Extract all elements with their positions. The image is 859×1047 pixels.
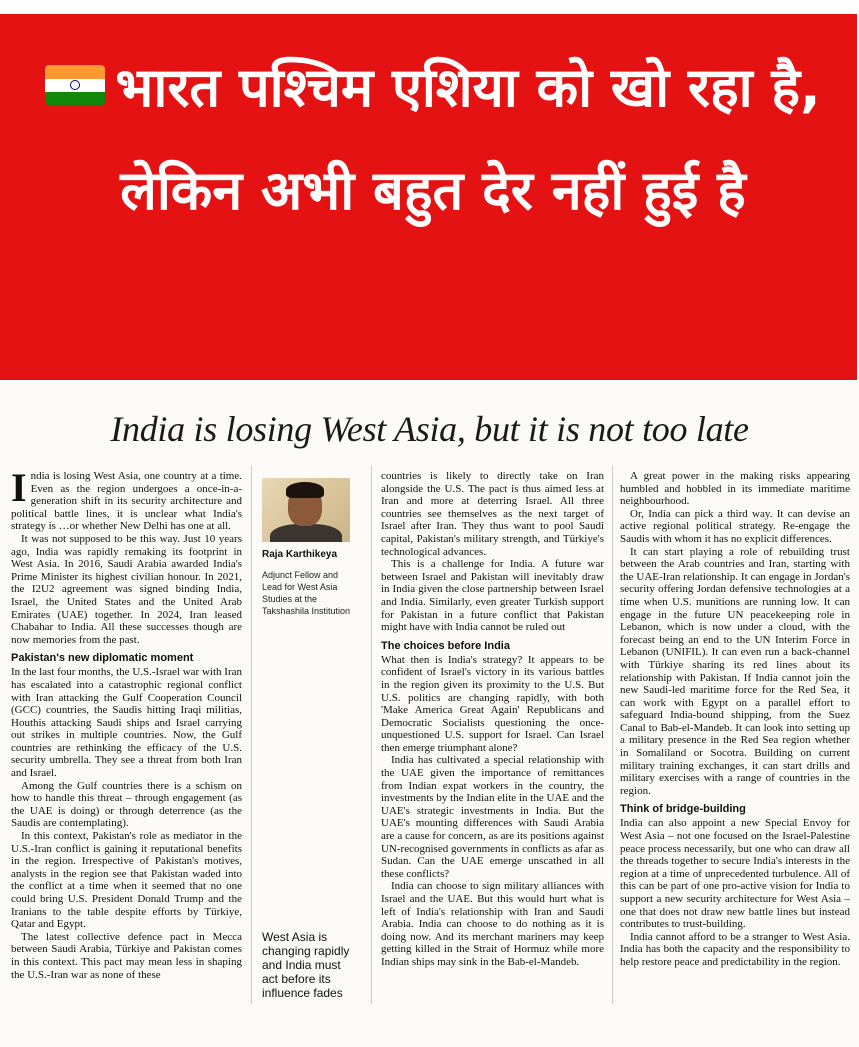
section-heading: Think of bridge-building [620,803,746,816]
paragraph: In the last four months, the U.S.-Israel war with Iran has escalated into a catastrophic regional conflict with Iran attacking the Gulf Cooperation Council (GCC) countries, the Saudis hitting Iraqi militias, Houthis attacking Saudi ships and Israel carrying out strikes in multiple countries. Now, the Gulf countries are rethinking the efficacy of the U.S. security umbrella. They see a threat from both Iran and Israel. [11,666,242,780]
paragraph: Or, India can pick a third way. It can devise an active regional political strategy. Re-engage the Saudis with whom it has no explicit differences. [620,507,850,545]
column-divider [612,466,613,1004]
paragraph: India is losing West Asia, one country at a time. Even as the region undergoes a once-in-a-generation shift in its security architecture and political battle lines, it is unclear what India's strategy is …or whether New Delhi has one at all. [11,465,242,533]
pull-quote: West Asia is changing rapidly and India must act before its influence fades [262,930,350,1000]
paragraph: A great power in the making risks appearing humbled and hobbled in its immediate maritime neighbourhood. [620,470,850,508]
paragraph: Among the Gulf countries there is a schism on how to handle this threat – through engagement (as the UAE is doing) or through deterrence (as the Saudis are contemplating). [11,779,242,830]
column-divider [251,466,252,1004]
paragraph: India has cultivated a special relationship with the UAE given the importance of remittances from Indian expat workers in the country, the investments by the Indian elite in the UAE and the UAE's strategic investments in India. But the UAE's mounting differences with Saudi Arabia are a cause for concern, as are its positions against UN-recognised governments in conflicts as afar as Sudan. Can the UAE emerge unscathed in all these conflicts? [381,754,604,880]
paragraph: India cannot afford to be a stranger to West Asia. India has both the capacity and the responsibility to help restore peace and predictability in the region. [620,930,850,968]
paragraph: It was not supposed to be this way. Just 10 years ago, India was rapidly remaking its footprint in West Asia. In 2016, Saudi Arabia awarded India's Prime Minister its highest civilian honour. In 2021, the I2U2 agreement was signed binding India, Israel, the United States and the United Arab Emirates (UAE) together. In 2024, Iran leased Chabahar to India. All these successes though are now memories from the past. [11,532,242,646]
article-column-4 [620,470,850,969]
author-description: Adjunct Fellow and Lead for West Asia Studies at the Takshashila Institution [262,570,351,616]
headline-banner [0,14,857,380]
article-column-3 [381,470,604,969]
author-photo [262,478,350,542]
paragraph: The latest collective defence pact in Mecca between Saudi Arabia, Türkiye and Pakistan comes in this context. This pact may mean less in shaping the U.S.-Iran war as none of these [11,930,242,981]
paragraph: India can choose to sign military alliances with Israel and the UAE. But this would hurt what is left of India's relationship with Iran and Saudi Arabia. India can choose to do nothing as it is doing now. And its merchant mariners may keep getting killed in the Strait of Hormuz while more Indian ships may sink in the Bab-el-Mandeb. [381,880,604,968]
column-divider [371,466,372,1004]
paragraph: India can also appoint a new Special Envoy for West Asia – not one focused on the Israel-Palestine peace process necessarily, but one who can draw all the threads together to secure India's interests in the region at a time of unprecedented turbulence. All of this can be part of one pro-active vision for India to support a new security architecture for West Asia – one that does not draw new battle lines but instead contributes to trust-building. [620,817,850,931]
india-flag-icon [45,65,105,105]
section-heading: The choices before India [381,639,510,652]
author-name: Raja Karthikeya [262,549,338,560]
article-headline: India is losing West Asia, but it is not too late [110,409,749,449]
paragraph: In this context, Pakistan's role as mediator in the U.S.-Iran conflict is gaining it reputational benefits in the region. Irrespective of Pakistan's motives, analysts in the region see that Pakistan waded into the conflict at a time when it seemed that no one could bring U.S. President Donald Trump and the Iranians to the table despite efforts by Türkiye, Qatar and Egypt. [11,830,242,931]
paragraph: countries is likely to directly take on Iran alongside the U.S. The pact is thus aimed less at Iran and more at deterring Israel. All three countries see themselves as the next target of Israel after Iran. They thus want to pool Saudi capital, Pakistan's military strength, and Türkiye's technological advances. [381,470,604,558]
paragraph: It can start playing a role of rebuilding trust between the Arab countries and Iran, starting with the UAE-Iran relationship. It can engage in Jordan's security offering Jordan defensive technologies at a time when U.S. munitions are running low. It can engage in the future UN peacekeeping role in Lebanon, which is now under a cloud, with the forecast being an end to the UN Interim Force in Lebanon (UNIFIL). It can even run a back-channel with Türkiye sharing its red lines about its relationship with Pakistan. If India cannot join the new Saudi-led maritime force for the Red Sea, it can work with Egypt on a parallel effort to safeguard India-bound shipping, from the Suez Canal to Bab-el-Mandeb. It can look into setting up a military presence in the Red Sea region whether in Somaliland or Socotra. Building on current military training exchanges, it can start drills and military exercises with a range of countries in the region. [620,545,850,797]
paragraph: What then is India's strategy? It appears to be confident of Israel's victory in its various battles in the region given its proximity to the U.S. But U.S. politics are changing rapidly, with both 'Make America Great Again' Republicans and Democratic Socialists questioning the once-unquestioned U.S. support for Israel. Can Israel then emerge triumphant alone? [381,653,604,754]
paragraph: This is a challenge for India. A future war between Israel and Pakistan will inevitably draw in India given the close partnership between Israel and India. Similarly, even greater Turkish support for Pakistan in a future conflict that Pakistan might have with India cannot be ruled out [381,558,604,634]
drop-cap: I [11,465,27,510]
hindi-title [18,36,848,242]
article-column-1 [11,465,242,981]
section-heading: Pakistan's new diplomatic moment [11,652,194,665]
hindi-title-text: भारत पश्चिम एशिया को खो रहा है, लेकिन अभी बहुत देर नहीं हुई है [115,56,821,222]
